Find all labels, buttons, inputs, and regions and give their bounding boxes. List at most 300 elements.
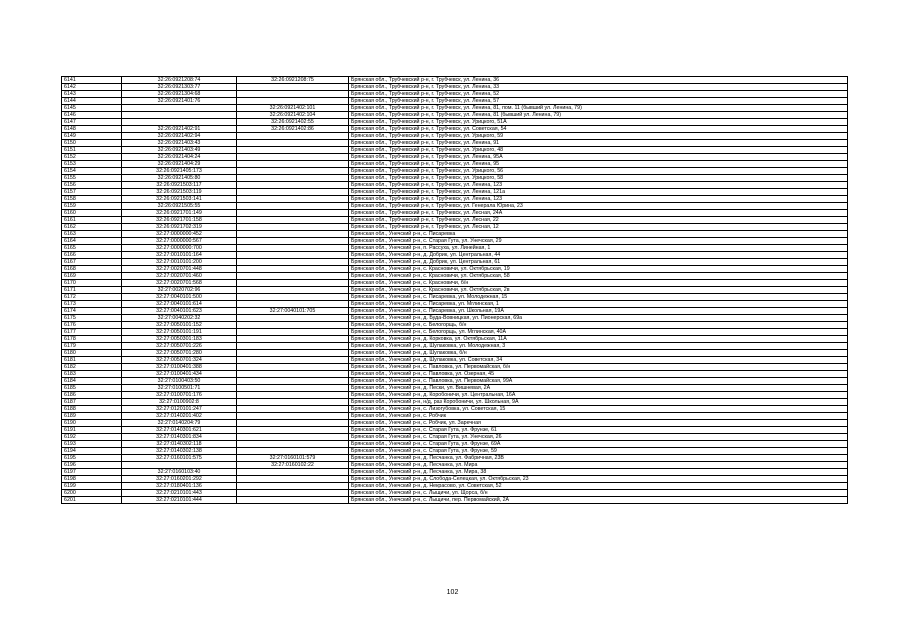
cadastral-number-cell: 32:27:0100403:50 <box>122 378 237 385</box>
linked-cadastral-number-cell <box>237 182 349 189</box>
row-number-cell: 6189 <box>62 413 122 420</box>
linked-cadastral-number-cell <box>237 301 349 308</box>
row-number-cell: 6178 <box>62 336 122 343</box>
linked-cadastral-number-cell <box>237 441 349 448</box>
cadastral-number-cell: 32:26:0921402:94 <box>122 133 237 140</box>
table-row <box>62 329 848 336</box>
table-row <box>62 210 848 217</box>
linked-cadastral-number-cell <box>237 224 349 231</box>
address-cell: Брянская обл., Унечский р-н, с. Старая Гута, ул. Унечская, 26 <box>349 434 848 441</box>
table-row <box>62 301 848 308</box>
cadastral-number-cell: 32:27:0140204:79 <box>122 420 237 427</box>
row-number-cell: 6162 <box>62 224 122 231</box>
address-cell: Брянская обл., Унечский р-н, д. Добрик, ул. Центральная, 44 <box>349 252 848 259</box>
linked-cadastral-number-cell <box>237 231 349 238</box>
address-cell: Брянская обл., Унечский р-н, н/д, раз Коробоничи, ул. Школьная, 9А <box>349 399 848 406</box>
address-cell: Брянская обл., Унечский р-н, с. Белогорщь, ул. Мглинская, 40А <box>349 329 848 336</box>
address-cell: Брянская обл., Унечский р-н, с. Красновичи, ул. Октябрьская, 19 <box>349 266 848 273</box>
row-number-cell: 6193 <box>62 441 122 448</box>
table-row <box>62 343 848 350</box>
linked-cadastral-number-cell <box>237 210 349 217</box>
cadastral-number-cell: 32:26:0921702:319 <box>122 224 237 231</box>
row-number-cell: 6170 <box>62 280 122 287</box>
table-row <box>62 399 848 406</box>
row-number-cell: 6188 <box>62 406 122 413</box>
table-row <box>62 203 848 210</box>
row-number-cell: 6191 <box>62 427 122 434</box>
address-cell: Брянская обл., Трубчевский р-н, г. Трубчевск, ул. Лесная, 24А <box>349 210 848 217</box>
cadastral-number-cell: 32:26:0921403:43 <box>122 140 237 147</box>
cadastral-number-cell: 32:26:0921304:68 <box>122 91 237 98</box>
linked-cadastral-number-cell <box>237 378 349 385</box>
table-row <box>62 84 848 91</box>
row-number-cell: 6177 <box>62 329 122 336</box>
address-cell: Брянская обл., Унечский р-н, с. Лыщичи, пер. Первомайский, 2А <box>349 497 848 504</box>
address-cell: Брянская обл., Унечский р-н, с. Робчик, ул. Заречная <box>349 420 848 427</box>
table-row <box>62 385 848 392</box>
row-number-cell: 6154 <box>62 168 122 175</box>
cadastral-number-cell: 32:27:0040101:623 <box>122 308 237 315</box>
table-row <box>62 350 848 357</box>
address-cell: Брянская обл., Унечский р-н, с. Писаревка, ул. Школьная, 19А <box>349 308 848 315</box>
cadastral-number-cell: 32:27:0100401:388 <box>122 364 237 371</box>
row-number-cell: 6186 <box>62 392 122 399</box>
table-row <box>62 294 848 301</box>
address-cell: Брянская обл., Унечский р-н, с. Старая Гута, ул. Унечская, 29 <box>349 238 848 245</box>
cadastral-number-cell: 32:27:0020702:96 <box>122 287 237 294</box>
linked-cadastral-number-cell <box>237 329 349 336</box>
linked-cadastral-number-cell <box>237 98 349 105</box>
row-number-cell: 6174 <box>62 308 122 315</box>
linked-cadastral-number-cell <box>237 280 349 287</box>
row-number-cell: 6156 <box>62 182 122 189</box>
linked-cadastral-number-cell: 32:26:0921402:86 <box>237 126 349 133</box>
table-row <box>62 77 848 84</box>
table-row <box>62 315 848 322</box>
address-cell: Брянская обл., Трубчевский р-н, г. Трубчевск, ул. Ленина, 95 <box>349 161 848 168</box>
address-cell: Брянская обл., Трубчевский р-н, г. Трубчевск, ул. Ленина, 121а <box>349 189 848 196</box>
linked-cadastral-number-cell <box>237 322 349 329</box>
address-cell: Брянская обл., Трубчевский р-н, г. Трубчевск, ул. Ленина, 91 <box>349 140 848 147</box>
table-row <box>62 252 848 259</box>
table-row <box>62 378 848 385</box>
row-number-cell: 6183 <box>62 371 122 378</box>
row-number-cell: 6145 <box>62 105 122 112</box>
row-number-cell: 6180 <box>62 350 122 357</box>
address-cell: Брянская обл., Унечский р-н, с. Павловка, ул. Озерная, 45 <box>349 371 848 378</box>
cadastral-number-cell <box>122 462 237 469</box>
cadastral-number-cell: 32:27:0160101:575 <box>122 455 237 462</box>
address-cell: Брянская обл., Унечский р-н, д. Пески, ул. Вишневая, 2А <box>349 385 848 392</box>
linked-cadastral-number-cell <box>237 315 349 322</box>
cadastral-number-cell: 32:27:0010101:164 <box>122 252 237 259</box>
table-row <box>62 497 848 504</box>
address-cell: Брянская обл., Унечский р-н, д. Песчанка, ул. Мира, 38 <box>349 469 848 476</box>
cadastral-number-cell: 32:27:0100902:8 <box>122 399 237 406</box>
linked-cadastral-number-cell <box>237 91 349 98</box>
cadastral-number-cell: 32:27:0010101:200 <box>122 259 237 266</box>
row-number-cell: 6200 <box>62 490 122 497</box>
cadastral-number-cell: 32:27:0050701:280 <box>122 350 237 357</box>
linked-cadastral-number-cell <box>237 203 349 210</box>
address-cell: Брянская обл., Трубчевский р-н, г. Трубчевск, ул. Урицкого, 59 <box>349 133 848 140</box>
cadastral-number-cell: 32:27:0050701:226 <box>122 343 237 350</box>
cadastral-number-cell: 32:27:0050701:324 <box>122 357 237 364</box>
row-number-cell: 6175 <box>62 315 122 322</box>
linked-cadastral-number-cell <box>237 140 349 147</box>
cadastral-number-cell: 32:27:0160103:40 <box>122 469 237 476</box>
table-row <box>62 105 848 112</box>
table-row <box>62 217 848 224</box>
cadastral-number-cell: 32:27:0020701:460 <box>122 273 237 280</box>
address-cell: Брянская обл., Трубчевский р-н, г. Трубчевск, ул. Ленина, 95А <box>349 154 848 161</box>
cadastral-number-cell <box>122 119 237 126</box>
linked-cadastral-number-cell: 32:27:0160102:22 <box>237 462 349 469</box>
cadastral-number-cell: 32:26:0921404:24 <box>122 154 237 161</box>
row-number-cell: 6169 <box>62 273 122 280</box>
cadastral-number-cell: 32:27:0140301:834 <box>122 434 237 441</box>
table-row <box>62 175 848 182</box>
linked-cadastral-number-cell <box>237 434 349 441</box>
cadastral-number-cell: 32:27:0160201:292 <box>122 476 237 483</box>
cadastral-number-cell: 32:27:0040202:32 <box>122 315 237 322</box>
row-number-cell: 6172 <box>62 294 122 301</box>
row-number-cell: 6148 <box>62 126 122 133</box>
address-cell: Брянская обл., Трубчевский р-н, г. Трубчевск, ул. Урицкого, 58 <box>349 175 848 182</box>
cadastral-number-cell: 32:27:0100501:71 <box>122 385 237 392</box>
cadastral-number-cell: 32:27:0140301:621 <box>122 427 237 434</box>
cadastral-number-cell: 32:27:0180401:136 <box>122 483 237 490</box>
linked-cadastral-number-cell <box>237 371 349 378</box>
linked-cadastral-number-cell <box>237 427 349 434</box>
table-row <box>62 420 848 427</box>
row-number-cell: 6157 <box>62 189 122 196</box>
cadastral-number-cell: 32:26:0921404:29 <box>122 161 237 168</box>
row-number-cell: 6146 <box>62 112 122 119</box>
table-row <box>62 490 848 497</box>
address-cell: Брянская обл., Унечский р-н, с. Белогорщь, б/н <box>349 322 848 329</box>
linked-cadastral-number-cell: 32:26:0921208:75 <box>237 77 349 84</box>
table-row <box>62 462 848 469</box>
linked-cadastral-number-cell <box>237 413 349 420</box>
linked-cadastral-number-cell <box>237 217 349 224</box>
linked-cadastral-number-cell <box>237 238 349 245</box>
cadastral-number-cell: 32:26:0921505:55 <box>122 203 237 210</box>
cadastral-number-cell: 32:27:0000000:452 <box>122 231 237 238</box>
table-row <box>62 371 848 378</box>
cadastral-number-cell: 32:27:0050101:191 <box>122 329 237 336</box>
linked-cadastral-number-cell <box>237 490 349 497</box>
cadastral-number-cell: 32:26:0921401:76 <box>122 98 237 105</box>
row-number-cell: 6163 <box>62 231 122 238</box>
row-number-cell: 6185 <box>62 385 122 392</box>
cadastral-number-cell: 32:27:0040101:500 <box>122 294 237 301</box>
address-cell: Брянская обл., Унечский р-н, д. Буда-Вовницкая, ул. Пионерская, 69а <box>349 315 848 322</box>
row-number-cell: 6164 <box>62 238 122 245</box>
table-row <box>62 322 848 329</box>
row-number-cell: 6184 <box>62 378 122 385</box>
row-number-cell: 6196 <box>62 462 122 469</box>
address-cell: Брянская обл., Трубчевский р-н, г. Трубчевск, ул. Ленина, 123 <box>349 182 848 189</box>
address-cell: Брянская обл., Унечский р-н, с. Старая Гута, ул. Фрунзе, 69А <box>349 441 848 448</box>
cadastral-number-cell: 32:26:0921402:91 <box>122 126 237 133</box>
table-row <box>62 406 848 413</box>
row-number-cell: 6198 <box>62 476 122 483</box>
row-number-cell: 6150 <box>62 140 122 147</box>
linked-cadastral-number-cell <box>237 399 349 406</box>
linked-cadastral-number-cell <box>237 385 349 392</box>
cadastral-number-cell: 32:26:0921701:158 <box>122 217 237 224</box>
cadastral-number-cell: 32:27:0020701:568 <box>122 280 237 287</box>
cadastral-number-cell: 32:27:0000000:700 <box>122 245 237 252</box>
cadastral-number-cell: 32:27:0210101:443 <box>122 490 237 497</box>
row-number-cell: 6144 <box>62 98 122 105</box>
cadastral-number-cell: 32:26:0921503:119 <box>122 189 237 196</box>
table-row <box>62 476 848 483</box>
table-row <box>62 266 848 273</box>
row-number-cell: 6201 <box>62 497 122 504</box>
row-number-cell: 6199 <box>62 483 122 490</box>
table-row <box>62 455 848 462</box>
linked-cadastral-number-cell <box>237 497 349 504</box>
linked-cadastral-number-cell <box>237 266 349 273</box>
address-cell: Брянская обл., Унечский р-н, д. Песчанка, ул. Фабричная, 23В <box>349 455 848 462</box>
table-row <box>62 308 848 315</box>
address-cell: Брянская обл., Унечский р-н, с. Старая Гута, ул. Фрунзе, 61 <box>349 427 848 434</box>
address-cell: Брянская обл., Трубчевский р-н, г. Трубчевск, ул. Советская, 54 <box>349 126 848 133</box>
linked-cadastral-number-cell <box>237 168 349 175</box>
row-number-cell: 6143 <box>62 91 122 98</box>
row-number-cell: 6165 <box>62 245 122 252</box>
linked-cadastral-number-cell <box>237 161 349 168</box>
linked-cadastral-number-cell: 32:26:0921402:101 <box>237 105 349 112</box>
row-number-cell: 6179 <box>62 343 122 350</box>
table-row <box>62 245 848 252</box>
linked-cadastral-number-cell <box>237 483 349 490</box>
table-row <box>62 196 848 203</box>
cadastral-number-cell <box>122 105 237 112</box>
cadastral-number-cell: 32:26:0921208:74 <box>122 77 237 84</box>
linked-cadastral-number-cell <box>237 175 349 182</box>
table-row <box>62 392 848 399</box>
table-row <box>62 413 848 420</box>
row-number-cell: 6159 <box>62 203 122 210</box>
table-row <box>62 161 848 168</box>
table-row <box>62 168 848 175</box>
address-cell: Брянская обл., Унечский р-н, д. Шулаковка, ул. Советская, 34 <box>349 357 848 364</box>
linked-cadastral-number-cell: 32:26:0921402:104 <box>237 112 349 119</box>
table-row <box>62 259 848 266</box>
table-row <box>62 189 848 196</box>
linked-cadastral-number-cell <box>237 252 349 259</box>
address-cell: Брянская обл., Унечский р-н, д. Добрик, ул. Центральная, 61 <box>349 259 848 266</box>
table-row <box>62 133 848 140</box>
address-cell: Брянская обл., Трубчевский р-н, г. Трубчевск, ул. Генерала Юрина, 23 <box>349 203 848 210</box>
row-number-cell: 6167 <box>62 259 122 266</box>
table-row <box>62 483 848 490</box>
address-cell: Брянская обл., Трубчевский р-н, г. Трубчевск, ул. Ленина, 33 <box>349 84 848 91</box>
row-number-cell: 6141 <box>62 77 122 84</box>
row-number-cell: 6171 <box>62 287 122 294</box>
linked-cadastral-number-cell <box>237 406 349 413</box>
registry-table <box>61 76 848 504</box>
row-number-cell: 6195 <box>62 455 122 462</box>
cadastral-number-cell: 32:27:0050301:183 <box>122 336 237 343</box>
address-cell: Брянская обл., Унечский р-н, с. Писаревка, ул. Молодежная, 15 <box>349 294 848 301</box>
table-row <box>62 364 848 371</box>
linked-cadastral-number-cell: 32:26:0921402:55 <box>237 119 349 126</box>
cadastral-number-cell: 32:26:0921405:80 <box>122 175 237 182</box>
address-cell: Брянская обл., Трубчевский р-н, г. Трубчевск, ул. Лесная, 22 <box>349 217 848 224</box>
table-row <box>62 147 848 154</box>
linked-cadastral-number-cell <box>237 196 349 203</box>
row-number-cell: 6151 <box>62 147 122 154</box>
linked-cadastral-number-cell <box>237 420 349 427</box>
cadastral-number-cell: 32:26:0921303:77 <box>122 84 237 91</box>
table-row <box>62 273 848 280</box>
cadastral-number-cell: 32:27:0100401:434 <box>122 371 237 378</box>
linked-cadastral-number-cell <box>237 84 349 91</box>
row-number-cell: 6176 <box>62 322 122 329</box>
row-number-cell: 6160 <box>62 210 122 217</box>
table-row <box>62 469 848 476</box>
table-row <box>62 287 848 294</box>
cadastral-number-cell: 32:27:0140201:402 <box>122 413 237 420</box>
table-row <box>62 238 848 245</box>
address-cell: Брянская обл., Унечский р-н, д. Шулаковка, ул. Молодежная, 3 <box>349 343 848 350</box>
linked-cadastral-number-cell <box>237 336 349 343</box>
cadastral-number-cell: 32:26:0921405:173 <box>122 168 237 175</box>
table-row <box>62 224 848 231</box>
row-number-cell: 6161 <box>62 217 122 224</box>
cadastral-number-cell: 32:26:0921503:141 <box>122 196 237 203</box>
linked-cadastral-number-cell <box>237 147 349 154</box>
cadastral-number-cell: 32:26:0921503:117 <box>122 182 237 189</box>
cadastral-number-cell: 32:27:0100701:176 <box>122 392 237 399</box>
row-number-cell: 6152 <box>62 154 122 161</box>
address-cell: Брянская обл., Трубчевский р-н, г. Трубчевск, ул. Ленина, 81 (бывший ул. Ленина, 79) <box>349 112 848 119</box>
address-cell: Брянская обл., Трубчевский р-н, г. Трубчевск, ул. Урицкого, 56 <box>349 168 848 175</box>
table-row <box>62 154 848 161</box>
address-cell: Брянская обл., Унечский р-н, п. Рассуха, ул. Линейная, 1 <box>349 245 848 252</box>
address-cell: Брянская обл., Трубчевский р-н, г. Трубчевск, ул. Ленина, 81, пом. 11 (бывший ул. Ленина, 79) <box>349 105 848 112</box>
row-number-cell: 6194 <box>62 448 122 455</box>
row-number-cell: 6187 <box>62 399 122 406</box>
linked-cadastral-number-cell <box>237 469 349 476</box>
address-cell: Брянская обл., Трубчевский р-н, г. Трубчевск, ул. Лесная, 12 <box>349 224 848 231</box>
linked-cadastral-number-cell <box>237 350 349 357</box>
table-row <box>62 336 848 343</box>
address-cell: Брянская обл., Унечский р-н, с. Павловка, ул. Первомайская, 99А <box>349 378 848 385</box>
row-number-cell: 6192 <box>62 434 122 441</box>
linked-cadastral-number-cell <box>237 357 349 364</box>
address-cell: Брянская обл., Трубчевский р-н, г. Трубчевск, ул. Урицкого, 48 <box>349 147 848 154</box>
row-number-cell: 6153 <box>62 161 122 168</box>
address-cell: Брянская обл., Унечский р-н, д. Коробоничи, ул. Центральная, 16А <box>349 392 848 399</box>
linked-cadastral-number-cell: 32:27:0040101:705 <box>237 308 349 315</box>
address-cell: Брянская обл., Трубчевский р-н, г. Трубчевск, ул. Ленина, 52 <box>349 91 848 98</box>
table-row <box>62 448 848 455</box>
cadastral-number-cell <box>122 112 237 119</box>
linked-cadastral-number-cell: 32:27:0160101:579 <box>237 455 349 462</box>
table-row <box>62 427 848 434</box>
cadastral-number-cell: 32:27:0120101:247 <box>122 406 237 413</box>
address-cell: Брянская обл., Унечский р-н, с. Робчик <box>349 413 848 420</box>
address-cell: Брянская обл., Унечский р-н, с. Писаревка <box>349 231 848 238</box>
address-cell: Брянская обл., Трубчевский р-н, г. Трубчевск, ул. Ленина, 123 <box>349 196 848 203</box>
linked-cadastral-number-cell <box>237 448 349 455</box>
table-row <box>62 91 848 98</box>
linked-cadastral-number-cell <box>237 245 349 252</box>
linked-cadastral-number-cell <box>237 287 349 294</box>
table-row <box>62 441 848 448</box>
table-row <box>62 126 848 133</box>
table-row <box>62 98 848 105</box>
row-number-cell: 6197 <box>62 469 122 476</box>
cadastral-number-cell: 32:27:0210101:444 <box>122 497 237 504</box>
cadastral-number-cell: 32:27:0040101:614 <box>122 301 237 308</box>
linked-cadastral-number-cell <box>237 392 349 399</box>
row-number-cell: 6142 <box>62 84 122 91</box>
linked-cadastral-number-cell <box>237 273 349 280</box>
cadastral-number-cell: 32:27:0000000:567 <box>122 238 237 245</box>
cadastral-number-cell: 32:26:0921701:149 <box>122 210 237 217</box>
address-cell: Брянская обл., Унечский р-н, д. Корковка, ул. Октябрьская, 11А <box>349 336 848 343</box>
table-row <box>62 231 848 238</box>
table-row <box>62 112 848 119</box>
address-cell: Брянская обл., Унечский р-н, с. Старая Гута, ул. Фрунзе, 59 <box>349 448 848 455</box>
linked-cadastral-number-cell <box>237 476 349 483</box>
row-number-cell: 6190 <box>62 420 122 427</box>
row-number-cell: 6181 <box>62 357 122 364</box>
linked-cadastral-number-cell <box>237 343 349 350</box>
address-cell: Брянская обл., Трубчевский р-н, г. Трубчевск, ул. Ленина, 57 <box>349 98 848 105</box>
cadastral-number-cell: 32:27:0020701:448 <box>122 266 237 273</box>
cadastral-number-cell: 32:27:0050101:152 <box>122 322 237 329</box>
row-number-cell: 6147 <box>62 119 122 126</box>
table-row <box>62 119 848 126</box>
cadastral-number-cell: 32:26:0921403:49 <box>122 147 237 154</box>
address-cell: Брянская обл., Унечский р-н, с. Лыщичи, ул. Щорса, б/н <box>349 490 848 497</box>
address-cell: Брянская обл., Унечский р-н, с. Писаревка, ул. Мглинская, 1 <box>349 301 848 308</box>
linked-cadastral-number-cell <box>237 154 349 161</box>
address-cell: Брянская обл., Трубчевский р-н, г. Трубчевск, ул. Ленина, 36 <box>349 77 848 84</box>
cadastral-number-cell: 32:27:0140302:138 <box>122 448 237 455</box>
linked-cadastral-number-cell <box>237 133 349 140</box>
linked-cadastral-number-cell <box>237 259 349 266</box>
registry-table-body <box>62 77 848 504</box>
row-number-cell: 6173 <box>62 301 122 308</box>
address-cell: Брянская обл., Унечский р-н, д. Шулаковка, б/н <box>349 350 848 357</box>
address-cell: Брянская обл., Трубчевский р-н, г. Трубчевск, ул. Урицкого, 51А <box>349 119 848 126</box>
address-cell: Брянская обл., Унечский р-н, с. Красновичи, ул. Октябрьская, 2в <box>349 287 848 294</box>
table-row <box>62 280 848 287</box>
row-number-cell: 6155 <box>62 175 122 182</box>
row-number-cell: 6182 <box>62 364 122 371</box>
address-cell: Брянская обл., Унечский р-н, д. Слобода-Селецкая, ул. Октябрьская, 23 <box>349 476 848 483</box>
table-row <box>62 140 848 147</box>
address-cell: Брянская обл., Унечский р-н, с. Красновичи, ул. Октябрьская, 58 <box>349 273 848 280</box>
linked-cadastral-number-cell <box>237 189 349 196</box>
address-cell: Брянская обл., Унечский р-н, с. Павловка, ул. Первомайская, б/н <box>349 364 848 371</box>
table-row <box>62 434 848 441</box>
row-number-cell: 6166 <box>62 252 122 259</box>
table-row <box>62 182 848 189</box>
row-number-cell: 6158 <box>62 196 122 203</box>
address-cell: Брянская обл., Унечский р-н, с. Красновичи, б/н <box>349 280 848 287</box>
row-number-cell: 6149 <box>62 133 122 140</box>
cadastral-number-cell: 32:27:0140302:118 <box>122 441 237 448</box>
